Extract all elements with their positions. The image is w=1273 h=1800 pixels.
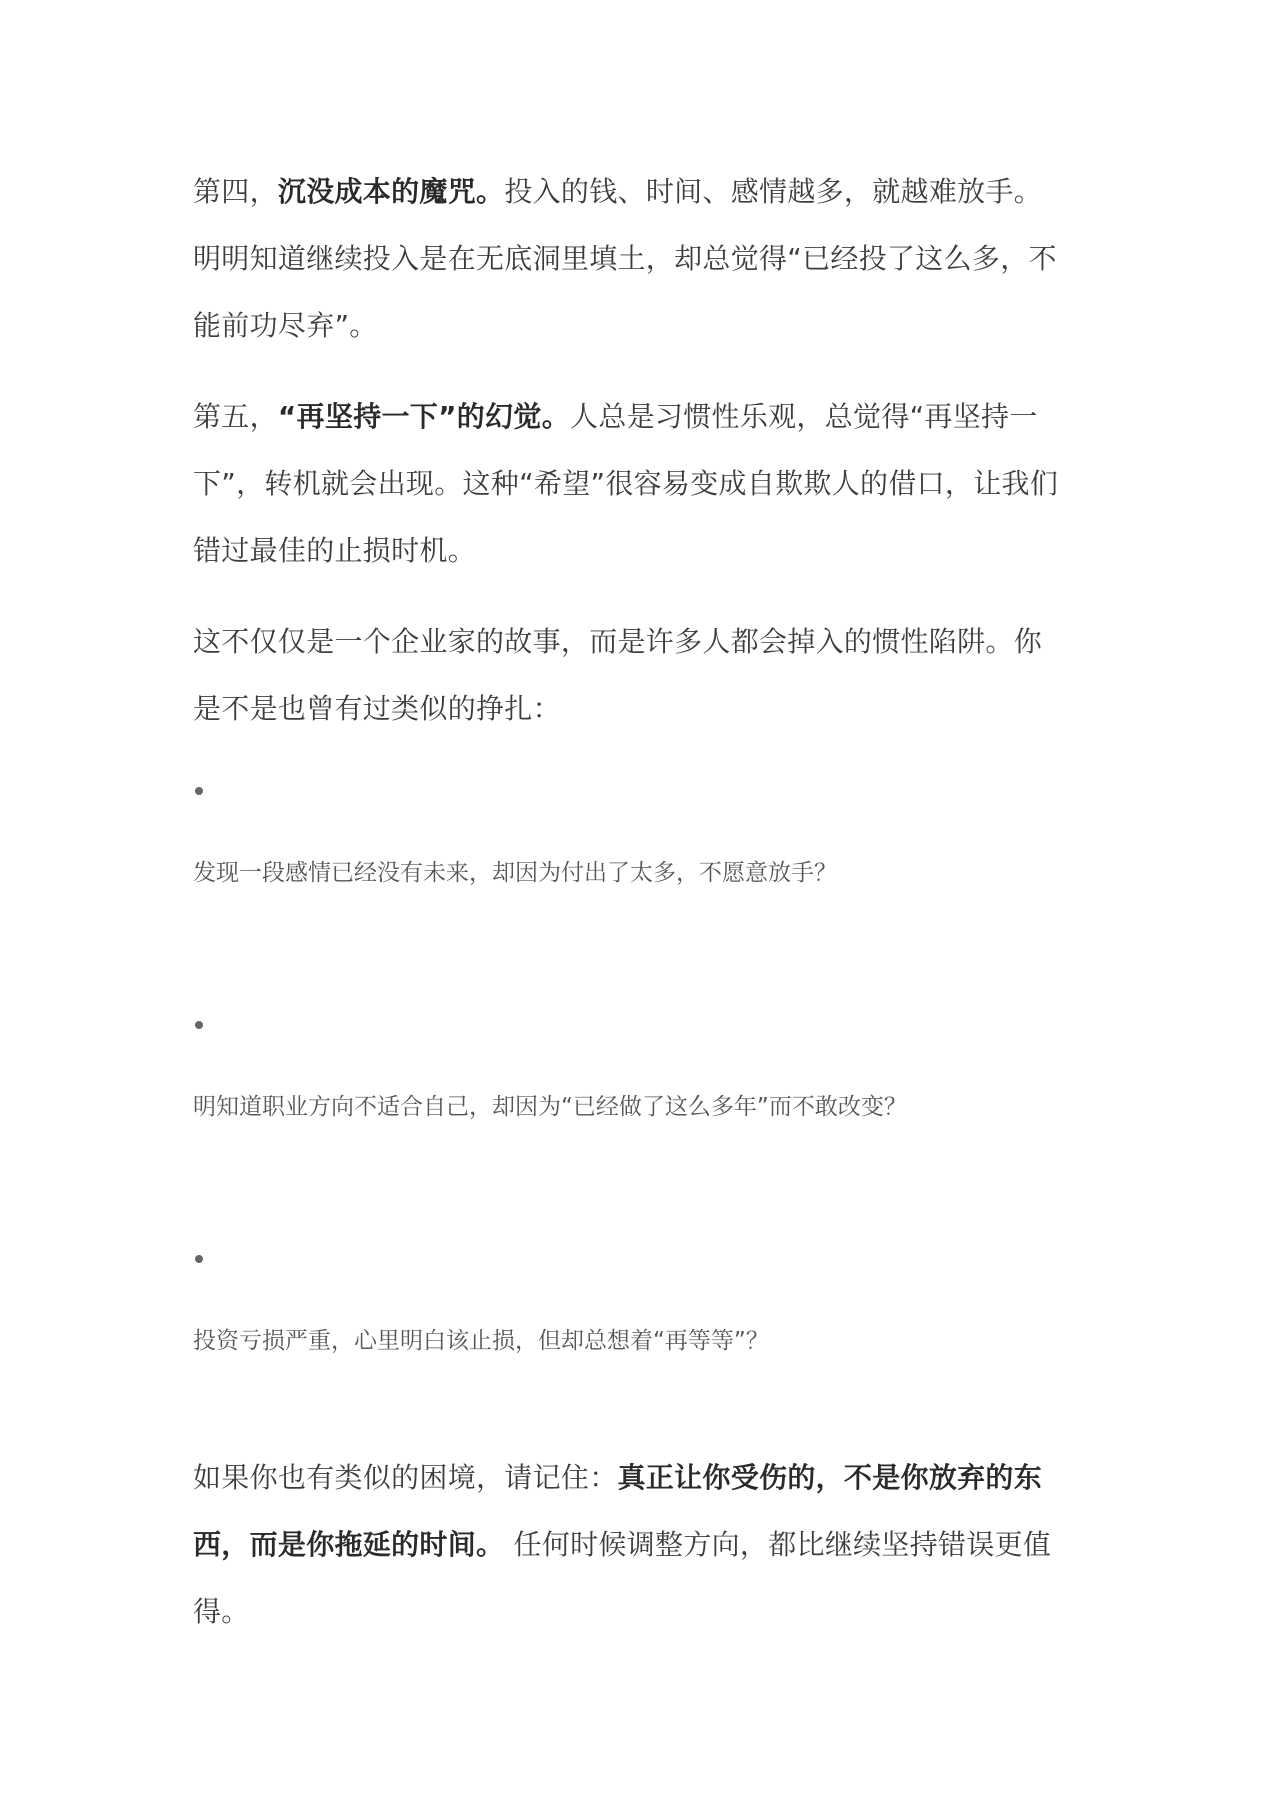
paragraph-intro-question: 这不仅仅是一个企业家的故事，而是许多人都会掉入的惯性陷阱。你是不是也曾有过类似的挣扎： [193,625,1043,725]
bullet-dot-icon [195,1255,203,1263]
paragraph-text: 任何时候调整方向，都比继续坚持错误更值得。 [193,1528,1052,1628]
paragraph-text: 人总是习惯性乐观，总觉得“再坚持一下”，转机就会出现。这种“希望”很容易变成自欺欺人的借口，让我们错过最佳的止损时机。 [193,400,1059,567]
bullet-dot-icon [195,787,203,795]
paragraph-text: 投入的钱、时间、感情越多，就越难放手。明明知道继续投入是在无底洞里填土，却总觉得“已经投了这么多，不能前功尽弃”。 [193,175,1057,342]
paragraph-conclusion [193,1444,1063,1645]
list-item [193,1210,1063,1444]
list-item [193,976,1063,1210]
paragraph-bold-heading: 沉没成本的魔咒。 [277,175,505,208]
paragraph-prefix: 第四， [193,175,278,208]
list-item-text: 投资亏损严重，心里明白该止损，但却总想着“再等等”？ [193,1328,769,1354]
struggle-list [193,742,1063,1444]
list-item-text: 发现一段感情已经没有未来，却因为付出了太多，不愿意放手？ [193,860,837,886]
article-body [193,158,1063,1645]
list-item-text: 明知道职业方向不适合自己，却因为“已经做了这么多年”而不敢改变？ [193,1094,907,1120]
paragraph-prefix: 第五， [193,400,278,433]
paragraph-bold-emphasis: 真正让你受伤的，不是你放弃的东西，而是你拖延的时间。 [193,1461,1043,1561]
paragraph-bold-heading: “再坚持一下”的幻觉。 [277,400,571,433]
bullet-dot-icon [195,1021,203,1029]
paragraph-prefix: 如果你也有类似的困境，请记住： [193,1461,618,1494]
list-item [193,742,1063,976]
paragraph-fourth-point [193,158,1063,359]
paragraph-fifth-point [193,383,1063,584]
